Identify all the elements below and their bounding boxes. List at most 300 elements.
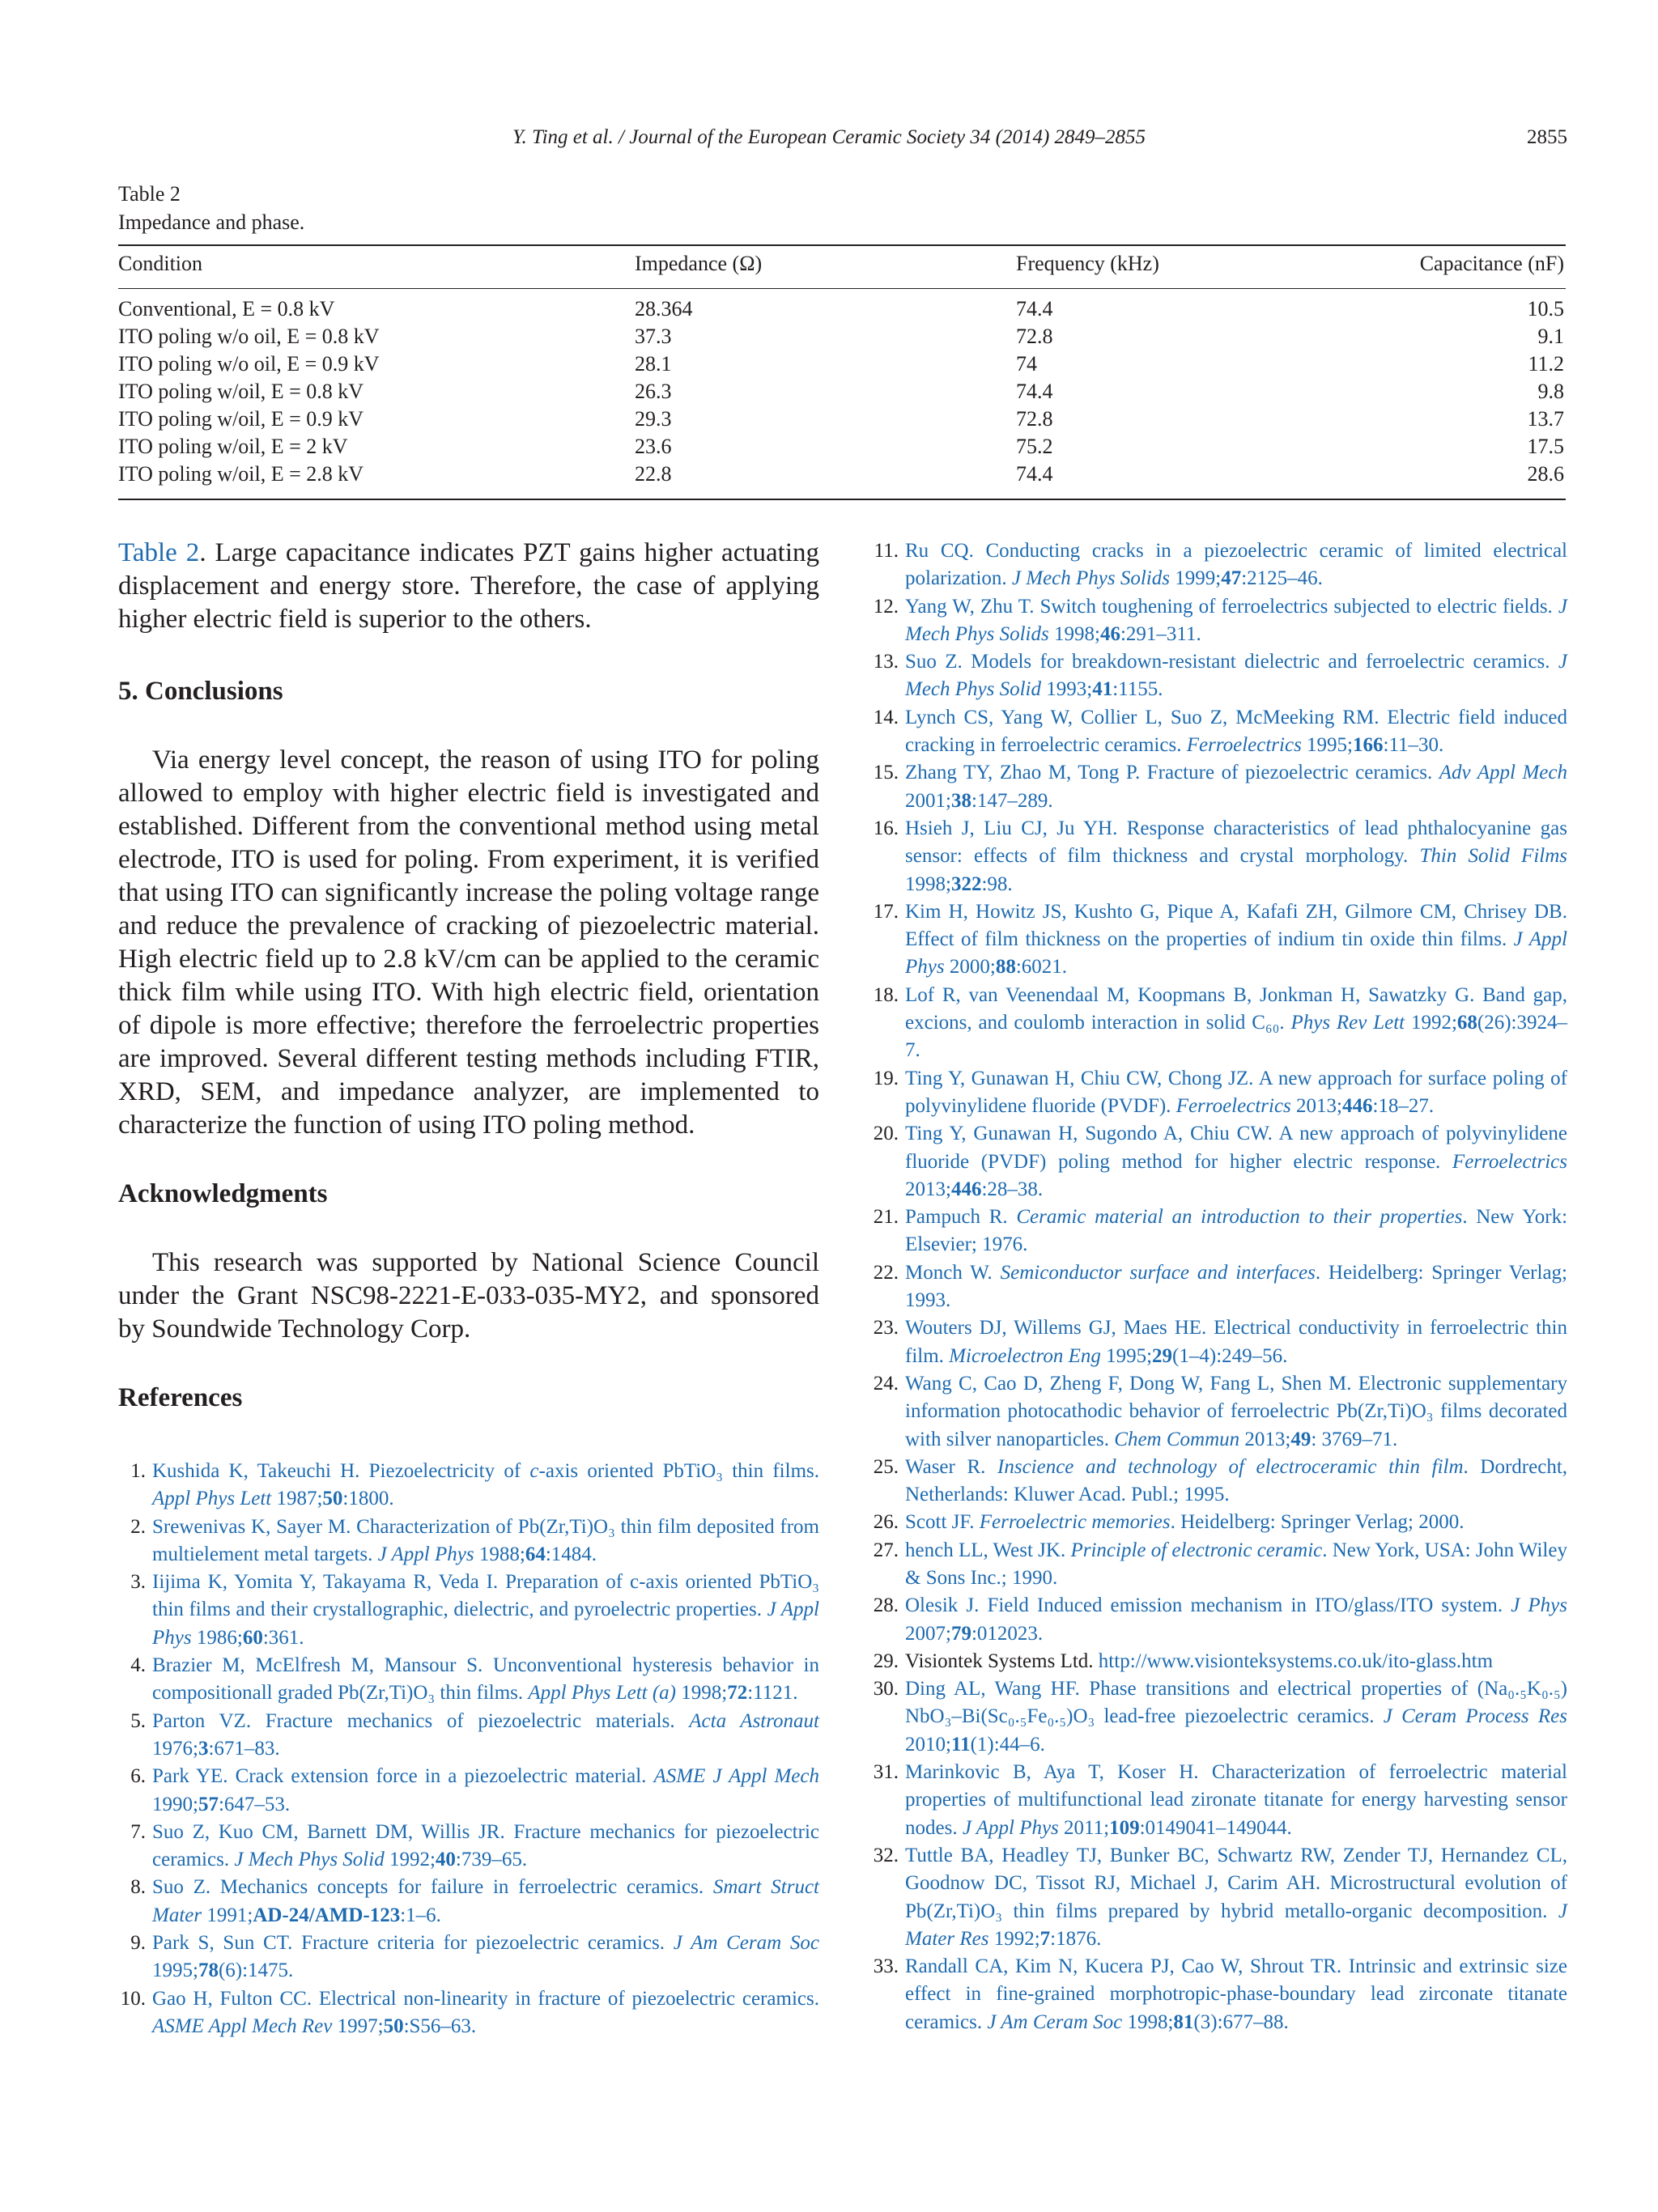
reference-text [152, 1765, 819, 1815]
reference-volume: 78 [198, 1959, 219, 1982]
reference-authors-title: Zhang TY, Zhao M, Tong P. Fracture of piezoelectric ceramics. [905, 762, 1439, 784]
reference-item[interactable] [871, 1370, 1567, 1454]
reference-journal: Phys Rev Lett [1290, 1012, 1405, 1034]
reference-item[interactable] [871, 1454, 1567, 1509]
reference-year: . Heidelberg: Springer Verlag; 1993. [905, 1261, 1567, 1312]
reference-journal: Thin Solid Films [1419, 845, 1567, 868]
reference-volume: 88 [995, 956, 1016, 979]
reference-number: 14. [873, 706, 899, 728]
reference-authors-title: hench LL, West JK. [905, 1539, 1071, 1561]
reference-volume: 166 [1353, 734, 1384, 757]
reference-number: 26. [873, 1511, 899, 1534]
reference-journal: Inscience and technology of electroceramic thin film [997, 1455, 1464, 1478]
reference-item[interactable] [118, 1985, 819, 2041]
table-cell: 72.8 [1016, 407, 1053, 431]
reference-item[interactable] [871, 648, 1567, 704]
table-row [118, 460, 1566, 488]
reference-volume: 81 [1173, 2010, 1194, 2033]
reference-journal: Principle of electronic ceramic [1070, 1539, 1323, 1561]
column-header: Frequency (kHz) [1016, 252, 1159, 275]
page-number: 2855 [1527, 126, 1567, 148]
table-cell: Conventional, E = 0.8 kV [118, 297, 335, 321]
reference-year: 1993; [1041, 678, 1093, 701]
reference-item[interactable] [118, 1652, 819, 1708]
reference-year: 2001; [905, 789, 951, 812]
reference-authors-title: Scott JF. [905, 1511, 980, 1534]
reference-volume: AD-24/AMD-123 [253, 1904, 401, 1926]
table-cell: 13.7 [1527, 407, 1564, 431]
reference-pages: (1–4):249–56. [1172, 1344, 1288, 1367]
table-row [118, 432, 1566, 461]
reference-item[interactable] [118, 1569, 819, 1652]
reference-volume: 72 [727, 1682, 748, 1705]
reference-volume: 40 [435, 1849, 456, 1871]
reference-authors-title: Wouters DJ, Willems GJ, Maes HE. Electrical conductivity in ferroelectric thin film. [905, 1317, 1567, 1367]
reference-journal: Ferroelectrics [1186, 734, 1302, 757]
reference-year: 1992; [384, 1849, 436, 1871]
column-header: Condition [118, 252, 203, 275]
reference-pages: :S56–63. [403, 2015, 477, 2037]
table-cell: ITO poling w/oil, E = 2 kV [118, 435, 348, 458]
reference-volume: 322 [950, 872, 982, 895]
reference-journal: J Am Ceram Soc [987, 2010, 1123, 2033]
reference-authors-title: Park S, Sun CT. Fracture criteria for piezoelectric ceramics. [152, 1932, 674, 1955]
reference-year: 1986; [191, 1626, 243, 1649]
table-cell: ITO poling w/oil, E = 2.8 kV [118, 462, 364, 486]
reference-year: 1998; [905, 872, 951, 895]
reference-year: 2000; [944, 956, 996, 979]
table-cell: 75.2 [1016, 435, 1053, 458]
reference-list-left [118, 1458, 819, 2040]
reference-authors-title: Suo Z, Kuo CM, Barnett DM, Willis JR. Fracture mechanics for piezoelectric ceramics. [152, 1820, 819, 1871]
reference-number: 33. [873, 1955, 899, 1978]
reference-authors-title: Srewenivas K, Sayer M. Characterization of Pb(Zr,Ti)O₃ thin film deposited from multielement metal targets. [152, 1515, 819, 1565]
reference-volume: 29 [1152, 1344, 1173, 1367]
reference-journal: ASME Appl Mech Rev [152, 2015, 333, 2037]
reference-authors-title: Iijima K, Yomita Y, Takayama R, Veda I. Preparation of c-axis oriented PbTiO₃ thin films and their crystallographic, dielectric, and pyroelectric properties. [152, 1571, 819, 1621]
reference-number: 18. [873, 983, 899, 1006]
reference-pages: :18–27. [1372, 1094, 1435, 1117]
reference-number: 31. [873, 1761, 899, 1784]
reference-journal: J Mech Phys Solids [905, 595, 1567, 645]
reference-pages: :1–6. [400, 1904, 441, 1926]
reference-year: 1976; [152, 1737, 198, 1760]
reference-volume: 50 [322, 1488, 343, 1510]
reference-year: 1995; [1301, 734, 1353, 757]
reference-text [152, 1821, 819, 1870]
reference-journal: J Appl Phys [962, 1816, 1059, 1839]
reference-item[interactable] [118, 1763, 819, 1819]
reference-journal: Ferroelectric memories [979, 1511, 1171, 1534]
reference-text [905, 540, 1567, 589]
reference-text [152, 1460, 819, 1509]
reference-pages: :98. [981, 872, 1013, 895]
reference-authors-title: Waser R. [905, 1455, 998, 1478]
acknowledgments-paragraph: This research was supported by National Science Council under the Grant NSC98-2221-E-033-035-MY2, and sponsored by Soundwide Technology Corp. [118, 1248, 819, 1344]
reference-text [905, 1650, 1493, 1672]
reference-year: 1997; [332, 2015, 384, 2037]
reference-year: 1999; [1170, 567, 1222, 590]
reference-pages: :1484. [545, 1543, 597, 1565]
table-cell: 17.5 [1527, 435, 1564, 458]
table-bottom-rule [118, 499, 1566, 500]
references-heading: References [118, 1383, 243, 1412]
reference-item[interactable] [871, 815, 1567, 898]
reference-journal: Adv Appl Mech [1439, 762, 1567, 784]
reference-text [905, 1456, 1567, 1505]
reference-number: 1. [130, 1460, 146, 1482]
reference-number: 23. [873, 1317, 899, 1340]
reference-number: 22. [873, 1261, 899, 1284]
reference-text [152, 1988, 819, 2037]
reference-text [905, 1761, 1567, 1839]
table-cell: 74.4 [1016, 462, 1053, 486]
reference-pages: :28–38. [981, 1178, 1044, 1200]
reference-number: 6. [130, 1765, 146, 1788]
reference-volume: 57 [198, 1793, 219, 1815]
reference-volume: 446 [1341, 1094, 1373, 1117]
table-header-rule [118, 288, 1566, 289]
reference-number: 21. [873, 1206, 899, 1229]
reference-number: 9. [130, 1932, 146, 1955]
reference-journal: J Appl Phys [905, 928, 1567, 979]
reference-authors-title: Monch W. [905, 1261, 1001, 1284]
reference-number: 27. [873, 1539, 899, 1561]
reference-item[interactable] [871, 1065, 1567, 1121]
reference-text [152, 1932, 819, 1981]
reference-volume: 64 [525, 1543, 546, 1565]
reference-text [905, 1678, 1567, 1756]
reference-text [905, 762, 1567, 811]
reference-year: . New York: Elsevier; 1976. [905, 1206, 1568, 1256]
reference-journal: Microelectron Eng [949, 1344, 1101, 1367]
reference-number: 24. [873, 1372, 899, 1395]
reference-pages: :2125–46. [1241, 567, 1323, 590]
reference-volume: 60 [242, 1626, 263, 1649]
reference-text [905, 1539, 1567, 1589]
reference-pages: :6021. [1015, 956, 1068, 979]
reference-authors-title: Ting Y, Gunawan H, Sugondo A, Chiu CW. A new approach of polyvinylidene fluoride (PVDF) poling method for higher electric response. [905, 1123, 1567, 1173]
reference-number: 11. [874, 540, 899, 562]
reference-item[interactable] [871, 1842, 1567, 1953]
reference-item[interactable] [871, 704, 1567, 760]
reference-item[interactable] [871, 982, 1567, 1065]
table-cell: 28.6 [1527, 462, 1564, 486]
reference-authors-title: Ru CQ. Conducting cracks in a piezoelectric ceramic of limited electrical polarization. [905, 540, 1567, 590]
reference-item[interactable] [118, 1514, 819, 1569]
reference-authors-title: Kim H, Howitz JS, Kushto G, Pique A, Kafafi ZH, Gilmore CM, Chrisey DB. Effect of film thickness on the properties of indium tin oxide thin films. [905, 900, 1567, 951]
reference-journal: J Mech Phys Solid [905, 651, 1567, 701]
reference-text [905, 1594, 1567, 1644]
reference-volume: 3 [198, 1737, 209, 1760]
reference-number: 30. [873, 1678, 899, 1700]
reference-pages: :361. [262, 1626, 304, 1649]
reference-number: 17. [873, 900, 899, 923]
reference-number: 32. [873, 1844, 899, 1866]
reference-authors-title: Park YE. Crack extension force in a piezoelectric material. [152, 1765, 654, 1788]
reference-pages: :1155. [1112, 678, 1163, 701]
reference-item[interactable] [871, 1120, 1567, 1204]
reference-year: 2011; [1058, 1816, 1110, 1839]
reference-number: 29. [873, 1649, 899, 1672]
reference-text [905, 1511, 1464, 1533]
intro-text: . Large capacitance indicates PZT gains higher actuating displacement and energy store. Therefore, the case of applying higher electric field is superior to the others. [118, 538, 819, 634]
reference-item[interactable] [871, 1648, 1567, 1675]
reference-authors-title: Hsieh J, Liu CJ, Ju YH. Response characteristics of lead phthalocyanine gas sensor: effects of film thickness and crystal morphology. [905, 817, 1567, 868]
table-cell: 11.2 [1528, 352, 1564, 376]
reference-pages: :147–289. [971, 789, 1053, 812]
reference-year: 1998; [1122, 2010, 1174, 2033]
table-row [118, 295, 1566, 323]
table-cell: 74 [1016, 352, 1037, 376]
table-title: Impedance and phase. [118, 210, 305, 234]
reference-authors-title: Randall CA, Kim N, Kucera PJ, Cao W, Shrout TR. Intrinsic and extrinsic size effect in fine-grained morphotropic-phase-boundary lead zirconate titanate ceramics. [905, 1955, 1567, 2033]
running-header [0, 126, 1658, 152]
journal-citation: Y. Ting et al. / Journal of the European Ceramic Society 34 (2014) 2849–2855 [512, 126, 1146, 148]
reference-authors-title: Marinkovic B, Aya T, Koser H. Characterization of ferroelectric material properties of multifunctional lead zironate titanate for energy harvesting sensor nodes. [905, 1761, 1567, 1839]
reference-year: 2007; [905, 1622, 951, 1645]
reference-text [905, 1373, 1567, 1450]
reference-volume: 68 [1456, 1012, 1477, 1034]
reference-journal: Ferroelectrics [1452, 1150, 1567, 1173]
table-cell: 74.4 [1016, 380, 1053, 403]
reference-year: 1995; [1100, 1344, 1153, 1367]
reference-text [152, 1516, 819, 1565]
reference-journal: Appl Phys Lett [152, 1488, 272, 1510]
reference-item[interactable] [118, 1930, 819, 1985]
reference-journal: Appl Phys Lett (a) [528, 1682, 677, 1705]
reference-text [905, 651, 1567, 700]
reference-item[interactable] [118, 1874, 819, 1930]
reference-year: 2013; [1239, 1428, 1291, 1450]
reference-pages: :1800. [342, 1488, 394, 1510]
reference-pages: :0149041–149044. [1139, 1816, 1292, 1839]
table-cell: ITO poling w/oil, E = 0.8 kV [118, 380, 364, 403]
reference-item[interactable] [871, 1759, 1567, 1842]
reference-year: 2013; [905, 1178, 951, 1200]
reference-pages: :012023. [971, 1622, 1044, 1645]
reference-authors-title: Kushida K, Takeuchi H. Piezoelectricity of [152, 1460, 530, 1482]
reference-item[interactable] [871, 1537, 1567, 1593]
intro-paragraph [118, 537, 819, 636]
reference-year: 1992; [988, 1927, 1040, 1950]
reference-journal: Acta Astronaut [689, 1709, 819, 1732]
reference-text [905, 984, 1567, 1062]
reference-text [905, 817, 1567, 895]
reference-authors-title: Parton VZ. Fracture mechanics of piezoelectric materials. [152, 1709, 690, 1732]
table-cell: ITO poling w/o oil, E = 0.9 kV [118, 352, 380, 376]
table-row [118, 405, 1566, 433]
reference-item[interactable] [118, 1458, 819, 1514]
reference-journal: J Mech Phys Solids [1011, 567, 1170, 590]
reference-year: 1991; [202, 1904, 253, 1926]
reference-authors-title: Visiontek Systems Ltd. [905, 1649, 1099, 1672]
reference-number: 10. [120, 1987, 146, 2010]
reference-volume: 50 [383, 2015, 404, 2037]
reference-number: 7. [130, 1820, 146, 1843]
reference-url[interactable]: http://www.visionteksystems.co.uk/ito-glass.htm [1098, 1649, 1494, 1672]
reference-number: 3. [130, 1571, 146, 1594]
table-cell: 22.8 [635, 462, 672, 486]
reference-item[interactable] [871, 1204, 1567, 1259]
column-header: Impedance (Ω) [635, 252, 763, 275]
reference-text [152, 1571, 819, 1649]
table-cell: 10.5 [1527, 297, 1564, 321]
reference-year: . New York, USA: John Wiley & Sons Inc.; 1990. [905, 1539, 1567, 1589]
reference-text [152, 1710, 819, 1760]
reference-authors-title: Ding AL, Wang HF. Phase transitions and electrical properties of (Na₀.₅K₀.₅) NbO₃–Bi(Sc₀.₅Fe₀.₅)O₃ lead-free piezoelectric ceramics. [905, 1678, 1567, 1728]
reference-number: 19. [873, 1067, 899, 1089]
reference-number: 12. [873, 595, 899, 618]
table-cell: 9.1 [1537, 325, 1564, 348]
reference-year: 1992; [1405, 1012, 1457, 1034]
reference-item[interactable] [118, 1819, 819, 1874]
column-header: Capacitance (nF) [1419, 252, 1564, 275]
reference-item[interactable] [871, 1259, 1567, 1315]
reference-text [152, 1654, 819, 1704]
reference-number: 20. [873, 1123, 899, 1145]
reference-item[interactable] [871, 1592, 1567, 1648]
reference-text [905, 1206, 1567, 1255]
reference-pages: (6):1475. [218, 1959, 294, 1982]
reference-year: . Dordrecht, Netherlands: Kluwer Acad. Publ.; 1995. [905, 1455, 1568, 1506]
reference-journal: J Am Ceram Soc [673, 1932, 819, 1955]
reference-item[interactable] [871, 1675, 1567, 1759]
table-cell: 72.8 [1016, 325, 1053, 348]
reference-text [152, 1876, 819, 1925]
reference-text [905, 1955, 1567, 2033]
reference-authors-title: Brazier M, McElfresh M, Mansour S. Unconventional hysteresis behavior in compositionall graded Pb(Zr,Ti)O₃ thin films. [152, 1654, 819, 1705]
reference-text [905, 1317, 1567, 1366]
table-header-row [118, 249, 1566, 278]
reference-authors-title: Suo Z. Mechanics concepts for failure in ferroelectric ceramics. [152, 1876, 713, 1899]
table-cell: 23.6 [635, 435, 672, 458]
reference-text [905, 596, 1567, 645]
reference-authors-title: Lynch CS, Yang W, Collier L, Suo Z, McMeeking RM. Electric field induced cracking in ferroelectric ceramics. [905, 706, 1567, 757]
reference-journal: J Appl Phys [377, 1543, 474, 1565]
reference-authors-title: Olesik J. Field Induced emission mechanism in ITO/glass/ITO system. [905, 1594, 1511, 1617]
reference-journal: Ferroelectrics [1175, 1094, 1291, 1117]
table-row [118, 377, 1566, 405]
reference-pages: :647–53. [218, 1793, 291, 1815]
reference-journal: J Mater Res [905, 1900, 1567, 1950]
reference-year: 2010; [905, 1733, 951, 1756]
reference-journal: J Ceram Process Res [1383, 1705, 1567, 1728]
reference-volume: 11 [950, 1733, 971, 1756]
reference-number: 16. [873, 817, 899, 839]
reference-item[interactable] [871, 537, 1567, 593]
reference-italic: c [529, 1460, 539, 1482]
reference-volume: 49 [1290, 1428, 1312, 1450]
reference-item[interactable] [871, 759, 1567, 815]
table-top-rule [118, 244, 1566, 246]
reference-year: 1988; [474, 1543, 525, 1565]
reference-text [905, 707, 1567, 756]
table-row [118, 350, 1566, 378]
left-column [118, 537, 819, 1415]
reference-text [905, 1262, 1567, 1311]
reference-number: 8. [130, 1876, 146, 1899]
reference-pages: :671–83. [208, 1737, 280, 1760]
reference-pages: :1876. [1050, 1927, 1102, 1950]
table-label: Table 2 [118, 182, 181, 206]
reference-authors-title: Gao H, Fulton CC. Electrical non-linearity in fracture of piezoelectric ceramics. [152, 1987, 819, 2010]
reference-number: 2. [130, 1515, 146, 1538]
reference-year: 1990; [152, 1793, 198, 1815]
table-cell: 74.4 [1016, 297, 1053, 321]
reference-journal: Chem Commun [1114, 1428, 1240, 1450]
reference-pages: (26):3924–7. [905, 1012, 1568, 1062]
acknowledgments-heading: Acknowledgments [118, 1179, 328, 1208]
reference-number: 25. [873, 1455, 899, 1478]
reference-authors-title: Wang C, Cao D, Zheng F, Dong W, Fang L, Shen M. Electronic supplementary information photocathodic behavior of ferroelectric Pb(Zr,Ti)O₃ films decorated with silver nanoparticles. [905, 1372, 1567, 1450]
reference-pages: (3):677–88. [1193, 2010, 1289, 2033]
reference-volume: 47 [1221, 567, 1242, 590]
table-cell: 37.3 [635, 325, 672, 348]
reference-volume: 109 [1109, 1816, 1140, 1839]
reference-pages: :291–311. [1120, 622, 1201, 645]
reference-volume: 38 [950, 789, 971, 812]
table-cell: 28.1 [635, 352, 672, 376]
reference-volume: 41 [1092, 678, 1113, 701]
reference-year: 2013; [1290, 1094, 1342, 1117]
table-link[interactable]: Table 2 [118, 538, 200, 567]
reference-volume: 446 [950, 1178, 982, 1200]
reference-pages: :739–65. [455, 1849, 528, 1871]
reference-year: 1998; [676, 1682, 728, 1705]
reference-authors-title: Tuttle BA, Headley TJ, Bunker BC, Schwartz RW, Zender TJ, Hernandez CL, Goodnow DC, Tissot RJ, Michael J, Carim AH. Microstructural evolution of Pb(Zr,Ti)O₃ thin films prepared by hybrid metallo-organic decomposition. [905, 1844, 1567, 1922]
reference-journal: J Phys [1511, 1594, 1567, 1617]
reference-item[interactable] [871, 1314, 1567, 1370]
reference-journal: Ceramic material an introduction to their properties [1016, 1206, 1463, 1229]
conclusions-paragraph: Via energy level concept, the reason of using ITO for poling allowed to employ with higher electric field is investigated and established. Different from the conventional method using metal electrode, ITO is used for poling. From experiment, it is verified that using ITO can significantly increase the poling voltage range and reduce the prevalence of cracking of piezoelectric material. High electric field up to 2.8 kV/cm can be applied to the ceramic thick film while using ITO. With high electric field, orientation of dipole is more effective; therefore the ferroelectric properties are improved. Several different testing methods including FTIR, XRD, SEM, and impedance analyzer, are implemented to characterize the function of using ITO poling method. [118, 745, 819, 1140]
reference-pages: :1121. [747, 1682, 798, 1705]
conclusions-heading: 5. Conclusions [118, 677, 283, 706]
reference-list-right [871, 537, 1567, 2036]
table-cell: 29.3 [635, 407, 672, 431]
reference-authors-title: Suo Z. Models for breakdown-resistant dielectric and ferroelectric ceramics. [905, 651, 1558, 673]
table-cell: ITO poling w/o oil, E = 0.8 kV [118, 325, 380, 348]
reference-item[interactable] [871, 1953, 1567, 2036]
reference-text [905, 901, 1567, 979]
reference-volume: 79 [950, 1622, 971, 1645]
table-row [118, 322, 1566, 350]
reference-year: 1995; [152, 1959, 198, 1982]
reference-number: 4. [130, 1654, 146, 1677]
reference-number: 15. [873, 762, 899, 784]
reference-text [905, 1845, 1567, 1950]
reference-item[interactable] [871, 1509, 1567, 1536]
table-cell: 28.364 [635, 297, 693, 321]
reference-pages: (1):44–6. [970, 1733, 1045, 1756]
reference-journal: J Mech Phys Solid [234, 1849, 385, 1871]
reference-year: 1998; [1048, 622, 1100, 645]
reference-volume: 7 [1039, 1927, 1051, 1950]
reference-volume: 46 [1099, 622, 1120, 645]
reference-item[interactable] [118, 1708, 819, 1764]
reference-journal: ASME J Appl Mech [653, 1765, 819, 1788]
reference-item[interactable] [871, 593, 1567, 649]
table-caption [118, 180, 304, 236]
table-cell: 9.8 [1537, 380, 1564, 403]
reference-text [905, 1068, 1567, 1117]
reference-authors-title: Yang W, Zhu T. Switch toughening of ferroelectrics subjected to electric fields. [905, 595, 1558, 618]
reference-item[interactable] [871, 898, 1567, 982]
reference-pages: :11–30. [1383, 734, 1444, 757]
reference-text [905, 1123, 1567, 1200]
reference-journal: Semiconductor surface and interfaces [1000, 1261, 1316, 1284]
reference-number: 28. [873, 1594, 899, 1617]
